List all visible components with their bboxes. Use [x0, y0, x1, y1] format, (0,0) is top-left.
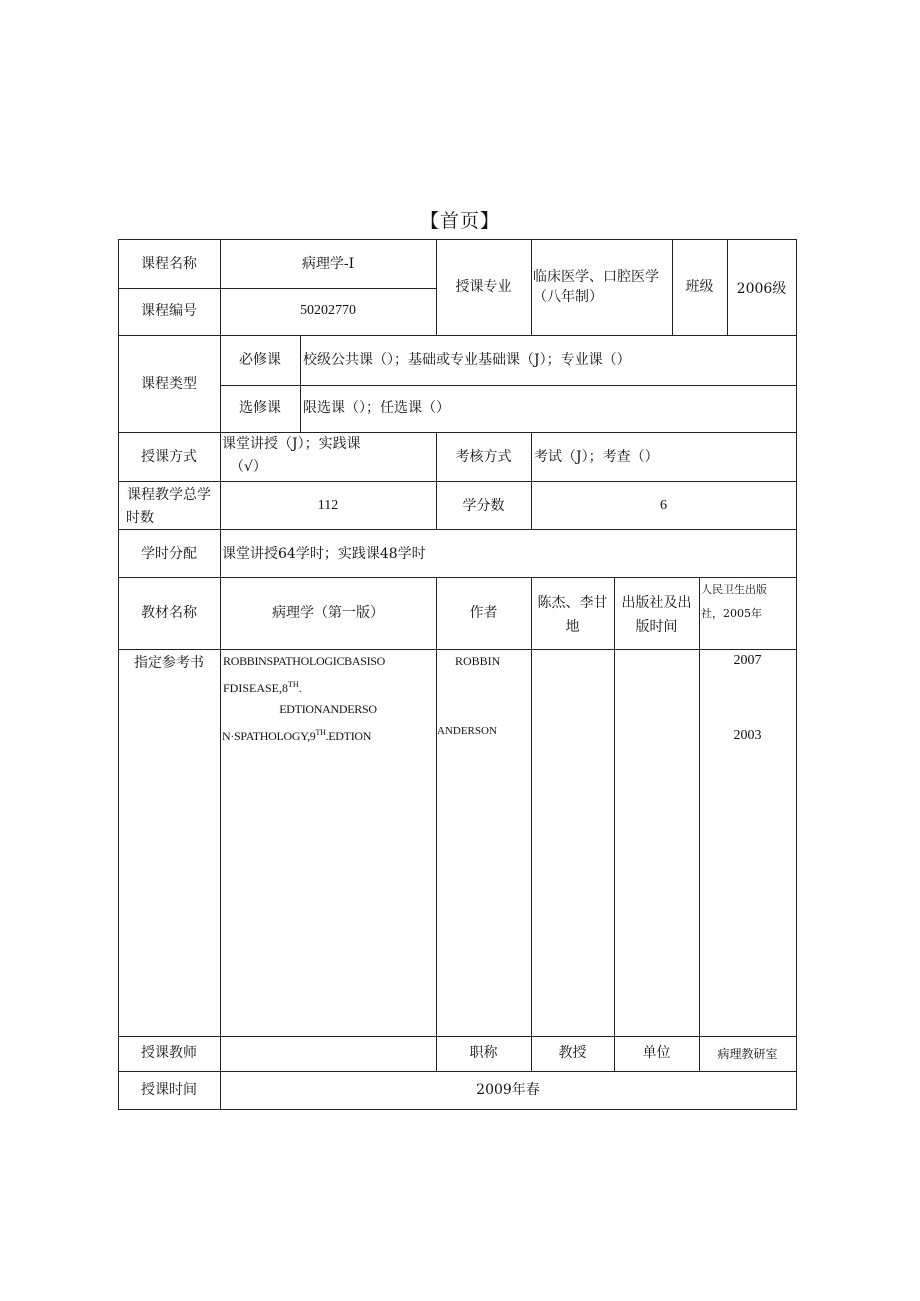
table-rule — [531, 239, 532, 335]
table-rule — [531, 577, 532, 1036]
major-value-line2: （八年制） — [533, 289, 603, 305]
table-rule — [614, 577, 615, 1036]
total-hours-label-line2: 时数 — [126, 510, 154, 526]
elective-label: 选修课 — [239, 400, 281, 416]
table-rule — [220, 385, 797, 386]
publisher-value-line2: 社，2005年 — [701, 607, 762, 620]
reference-book-line1: ROBBINSPATHOLOGICBASISO — [223, 654, 386, 668]
reference-edition-sup: TH — [315, 728, 326, 737]
textbook-name: 病理学（第一版） — [272, 605, 384, 621]
teaching-mode-label: 授课方式 — [141, 449, 197, 465]
reference-book-line4-text: N·SPATHOLOGY,9 — [222, 729, 316, 743]
table-rule — [118, 239, 119, 1110]
reference-author-2: ANDERSON — [437, 725, 497, 737]
course-name-label: 课程名称 — [141, 256, 197, 272]
reference-book-line2-end: . — [298, 681, 302, 695]
reference-year-2: 2003 — [733, 728, 762, 743]
reference-book-line2 — [223, 674, 435, 699]
unit-label: 单位 — [642, 1045, 671, 1061]
teaching-time-label: 授课时间 — [141, 1082, 197, 1098]
title-label: 职称 — [469, 1045, 498, 1061]
hour-allocation-value: 课堂讲授64学时；实践课48学时 — [222, 546, 426, 562]
instructor-label: 授课教师 — [141, 1045, 197, 1061]
total-hours-value: 112 — [317, 498, 339, 513]
publisher-value-line1: 人民卫生出版 — [701, 583, 767, 596]
table-rule — [699, 577, 700, 1036]
table-rule — [436, 577, 437, 1036]
reference-year-1: 2007 — [733, 653, 762, 668]
unit-value: 病理教研室 — [717, 1047, 778, 1061]
references-label: 指定参考书 — [134, 655, 204, 671]
course-code-label: 课程编号 — [141, 303, 197, 319]
reference-book-line2-text: FDISEASE,8 — [223, 681, 289, 695]
assessment-value: 考试（J）；考查（） — [534, 449, 659, 465]
assessment-label: 考核方式 — [455, 449, 512, 465]
reference-book-line4 — [222, 722, 436, 747]
textbook-author-line2: 地 — [565, 619, 580, 635]
credits-value: 6 — [660, 498, 667, 513]
reference-book-line4-end: .EDTION — [325, 729, 372, 743]
credits-label: 学分数 — [462, 498, 505, 514]
publisher-label-line1: 出版社及出 — [621, 595, 692, 611]
course-type-label: 课程类型 — [141, 376, 197, 392]
teaching-mode-value-line1: 课堂讲授（J）；实践课 — [222, 436, 361, 452]
major-label: 授课专业 — [455, 279, 512, 295]
course-code-value: 50202770 — [300, 303, 356, 318]
textbook-label: 教材名称 — [141, 605, 197, 621]
course-name-value: 病理学-I — [301, 256, 355, 272]
class-value: 2006级 — [736, 281, 787, 297]
reference-book-line3: EDTIONANDERSO — [279, 702, 377, 716]
class-label: 班级 — [685, 279, 714, 295]
teaching-mode-value-line2: （√） — [230, 459, 267, 475]
elective-value: 限选课（）；任选课（） — [303, 400, 450, 416]
total-hours-label-line1: 课程教学总学 — [127, 487, 211, 503]
reference-edition-sup: TH — [288, 680, 299, 689]
table-rule — [118, 288, 436, 289]
teaching-time-value: 2009年春 — [476, 1082, 540, 1098]
major-value-line1: 临床医学、口腔医学 — [533, 269, 659, 285]
title-value: 教授 — [558, 1045, 587, 1061]
reference-author-1: ROBBIN — [455, 654, 501, 668]
page-title: 【首页】 — [419, 210, 500, 232]
author-label: 作者 — [469, 605, 498, 621]
required-value: 校级公共课（）；基础或专业基础课（J）；专业课（） — [303, 352, 631, 368]
textbook-author-line1: 陈杰、李甘 — [537, 595, 608, 611]
hour-allocation-label: 学时分配 — [141, 546, 197, 562]
table-rule — [300, 335, 301, 432]
publisher-label-line2: 版时间 — [635, 619, 678, 635]
table-rule — [796, 239, 797, 1110]
required-label: 必修课 — [239, 352, 281, 368]
